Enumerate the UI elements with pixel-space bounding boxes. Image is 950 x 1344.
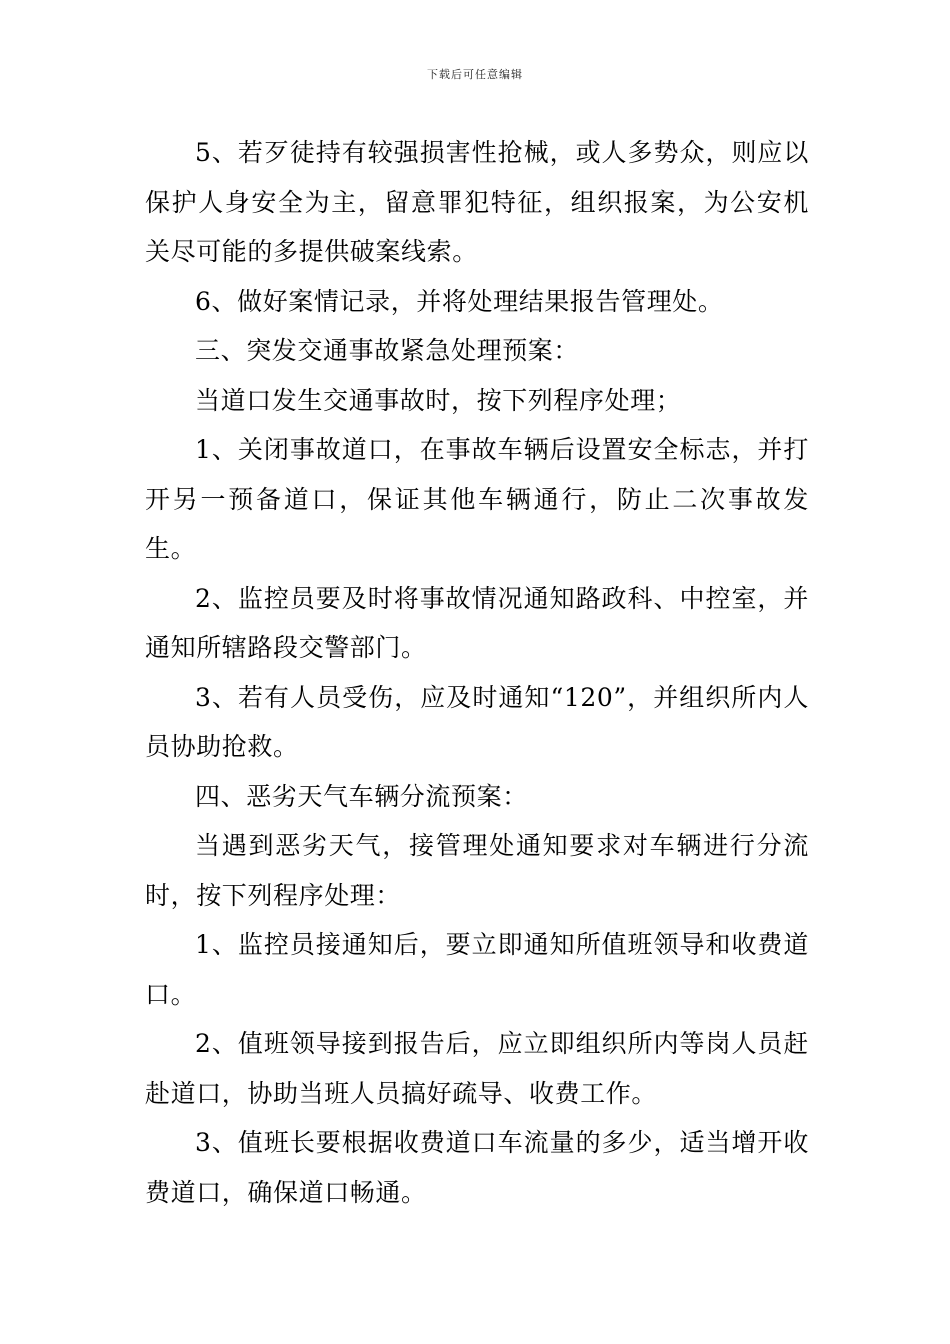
paragraph-robbery-step-5: 5、若歹徒持有较强损害性抢械，或人多势众，则应以保护人身安全为主，留意罪犯特征，组织报案，为公安机关尽可能的多提供破案线索。 — [145, 138, 809, 266]
paragraph-traffic-step-3: 3、若有人员受伤，应及时通知“120”，并组织所内人员协助抢救。 — [145, 682, 809, 761]
paragraph-traffic-step-2: 2、监控员要及时将事故情况通知路政科、中控室，并通知所辖路段交警部门。 — [145, 583, 809, 662]
paragraph-robbery-step-6: 6、做好案情记录，并将处理结果报告管理处。 — [195, 286, 724, 316]
document-body — [145, 128, 809, 1217]
paragraph-weather-step-2: 2、值班领导接到报告后，应立即组织所内等岗人员赶赴道口，协助当班人员搞好疏导、收费工作。 — [145, 1029, 809, 1108]
section-heading-bad-weather: 四、恶劣天气车辆分流预案： — [195, 781, 528, 811]
paragraph-traffic-step-1: 1、关闭事故道口，在事故车辆后设置安全标志，并打开另一预备道口，保证其他车辆通行，防止二次事故发生。 — [145, 435, 809, 563]
paragraph-traffic-intro: 当道口发生交通事故时，按下列程序处理； — [195, 385, 682, 415]
section-heading-traffic-accident: 三、突发交通事故紧急处理预案： — [195, 336, 580, 365]
paragraph-weather-intro: 当遇到恶劣天气，接管理处通知要求对车辆进行分流时，按下列程序处理： — [145, 831, 809, 910]
paragraph-weather-step-1: 1、监控员接通知后，要立即通知所值班领导和收费道口。 — [145, 930, 809, 1009]
header-note: 下载后可任意编辑 — [427, 68, 523, 81]
paragraph-weather-step-3: 3、值班长要根据收费道口车流量的多少，适当增开收费道口，确保道口畅通。 — [145, 1128, 809, 1207]
